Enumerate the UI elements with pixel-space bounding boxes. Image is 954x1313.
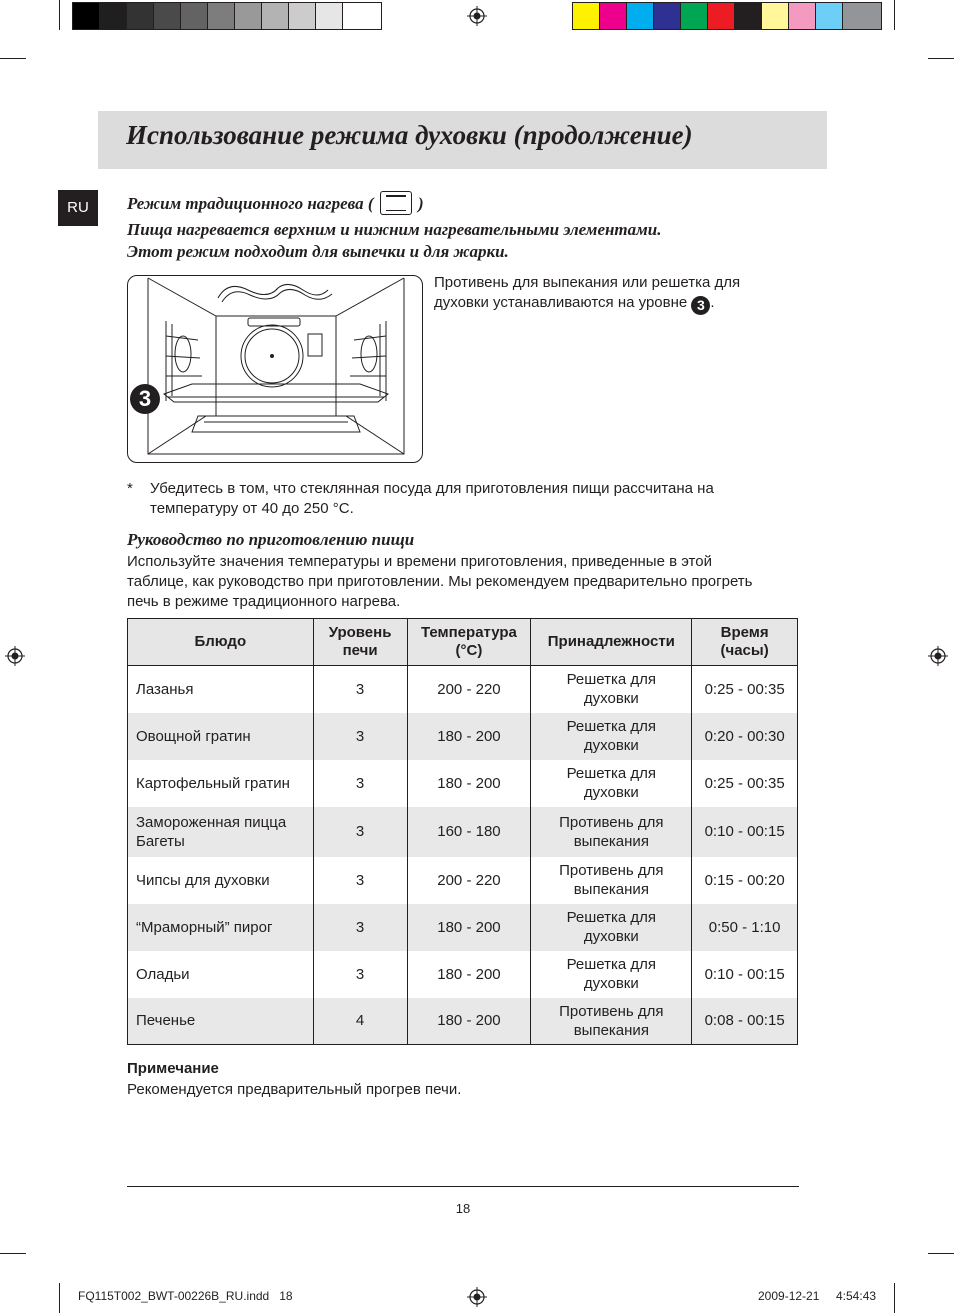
crop-mark xyxy=(0,58,26,59)
temperature-cell: 200 - 220 xyxy=(407,666,531,713)
swatch xyxy=(72,2,100,30)
mode-heading xyxy=(127,191,424,215)
accessory-cell: Решетка для духовки xyxy=(531,951,692,998)
swatch xyxy=(342,2,382,30)
table-row xyxy=(128,760,798,807)
page-number: 18 xyxy=(455,1201,471,1216)
shelf-level-badge-inline: 3 xyxy=(691,296,710,315)
crop-mark xyxy=(59,1283,60,1313)
dish-cell: Оладьи xyxy=(128,951,314,998)
accessory-cell: Решетка для духовки xyxy=(531,904,692,951)
dish-cell: Чипсы для духовки xyxy=(128,857,314,904)
cooking-guide-table xyxy=(127,618,798,1045)
file-info: FQ115T002_BWT-00226B_RU.indd 18 xyxy=(78,1289,293,1303)
table-row xyxy=(128,857,798,904)
crop-mark xyxy=(928,1253,954,1254)
crop-mark xyxy=(928,58,954,59)
shelf-level-badge: 3 xyxy=(130,384,160,414)
footer-rule xyxy=(127,1186,799,1187)
time-cell: 0:15 - 00:20 xyxy=(692,857,798,904)
swatch xyxy=(234,2,262,30)
swatch xyxy=(180,2,208,30)
swatch xyxy=(734,2,762,30)
print-time: 4:54:43 xyxy=(836,1289,877,1303)
mode-description-line: Пища нагревается верхним и нижним нагревательными элементами. xyxy=(127,220,662,239)
accessory-cell: Решетка для духовки xyxy=(531,666,692,713)
swatch xyxy=(707,2,735,30)
dish-cell: Овощной гратин xyxy=(128,713,314,760)
column-header-temperature: Температура (°C) xyxy=(407,619,531,666)
column-header-level: Уровень печи xyxy=(313,619,407,666)
registration-mark-icon xyxy=(928,646,948,666)
time-cell: 0:10 - 00:15 xyxy=(692,951,798,998)
level-cell: 3 xyxy=(313,904,407,951)
time-cell: 0:50 - 1:10 xyxy=(692,904,798,951)
crop-mark xyxy=(894,0,895,30)
figure-caption-line: Противень для выпекания или решетка для xyxy=(434,274,741,291)
level-cell: 3 xyxy=(313,666,407,713)
column-header-time: Время (часы) xyxy=(692,619,798,666)
table-row xyxy=(128,713,798,760)
accessory-cell: Решетка для духовки xyxy=(531,713,692,760)
dish-cell: Замороженная пицца Багеты xyxy=(128,807,314,857)
registration-mark-icon xyxy=(467,1287,487,1307)
temperature-cell: 180 - 200 xyxy=(407,998,531,1045)
level-cell: 3 xyxy=(313,857,407,904)
swatch xyxy=(261,2,289,30)
swatch xyxy=(599,2,627,30)
column-header-accessories: Принадлежности xyxy=(531,619,692,666)
level-cell: 3 xyxy=(313,713,407,760)
guide-intro-line: таблице, как руководство при приготовлении. Мы рекомендуем предварительно прогреть xyxy=(127,573,753,590)
table-row xyxy=(128,666,798,713)
level-cell: 3 xyxy=(313,951,407,998)
asterisk-note xyxy=(150,479,800,519)
asterisk-mark: * xyxy=(127,480,133,497)
swatch xyxy=(653,2,681,30)
note-title: Примечание xyxy=(127,1060,219,1077)
asterisk-note-line: температуру от 40 до 250 °C. xyxy=(150,500,354,517)
swatch xyxy=(153,2,181,30)
time-cell: 0:20 - 00:30 xyxy=(692,713,798,760)
accessory-cell: Противень для выпекания xyxy=(531,998,692,1045)
dish-cell: Лазанья xyxy=(128,666,314,713)
crop-mark xyxy=(894,1283,895,1313)
dish-cell: “Мраморный” пирог xyxy=(128,904,314,951)
swatch xyxy=(126,2,154,30)
time-cell: 0:25 - 00:35 xyxy=(692,666,798,713)
guide-heading: Руководство по приготовлению пищи xyxy=(127,530,415,549)
oven-interior-illustration xyxy=(127,275,423,463)
time-cell: 0:25 - 00:35 xyxy=(692,760,798,807)
dish-cell: Картофельный гратин xyxy=(128,760,314,807)
level-cell: 4 xyxy=(313,998,407,1045)
dish-cell: Печенье xyxy=(128,998,314,1045)
temperature-cell: 180 - 200 xyxy=(407,713,531,760)
table-row xyxy=(128,951,798,998)
swatch xyxy=(572,2,600,30)
temperature-cell: 160 - 180 xyxy=(407,807,531,857)
guide-intro-line: печь в режиме традиционного нагрева. xyxy=(127,593,401,610)
figure-caption xyxy=(434,273,794,315)
time-cell: 0:10 - 00:15 xyxy=(692,807,798,857)
mode-heading-suffix: ) xyxy=(418,194,424,213)
guide-intro-line: Используйте значения температуры и времени приготовления, приведенные в этой xyxy=(127,553,712,570)
time-cell: 0:08 - 00:15 xyxy=(692,998,798,1045)
crop-mark xyxy=(0,1253,26,1254)
swatch xyxy=(842,2,882,30)
guide-intro xyxy=(127,552,807,612)
conventional-heating-icon xyxy=(380,191,412,215)
column-header-dish: Блюдо xyxy=(128,619,314,666)
swatch xyxy=(788,2,816,30)
registration-mark-icon xyxy=(467,6,487,26)
page-title: Использование режима духовки (продолжение) xyxy=(126,120,693,150)
swatch xyxy=(626,2,654,30)
swatch xyxy=(315,2,343,30)
temperature-cell: 180 - 200 xyxy=(407,904,531,951)
temperature-cell: 180 - 200 xyxy=(407,760,531,807)
temperature-cell: 180 - 200 xyxy=(407,951,531,998)
accessory-cell: Противень для выпекания xyxy=(531,807,692,857)
temperature-cell: 200 - 220 xyxy=(407,857,531,904)
print-date: 2009-12-21 xyxy=(758,1289,820,1303)
table-row xyxy=(128,998,798,1045)
table-header-row xyxy=(128,619,798,666)
table-row xyxy=(128,807,798,857)
level-cell: 3 xyxy=(313,760,407,807)
asterisk-note-line: Убедитесь в том, что стеклянная посуда для приготовления пищи рассчитана на xyxy=(150,480,714,497)
accessory-cell: Противень для выпекания xyxy=(531,857,692,904)
swatch xyxy=(288,2,316,30)
table-row xyxy=(128,904,798,951)
language-tab: RU xyxy=(58,190,98,226)
accessory-cell: Решетка для духовки xyxy=(531,760,692,807)
swatch xyxy=(761,2,789,30)
oven-drawing xyxy=(128,276,423,463)
swatch xyxy=(680,2,708,30)
registration-mark-icon xyxy=(5,646,25,666)
level-cell: 3 xyxy=(313,807,407,857)
swatch xyxy=(99,2,127,30)
crop-mark xyxy=(59,0,60,30)
figure-caption-line: духовки устанавливаются на уровне 3 . xyxy=(434,294,715,313)
swatch xyxy=(207,2,235,30)
note-text: Рекомендуется предварительный прогрев печи. xyxy=(127,1081,462,1098)
mode-heading-prefix: Режим традиционного нагрева ( xyxy=(127,194,374,213)
swatch xyxy=(815,2,843,30)
mode-description-line: Этот режим подходит для выпечки и для жарки. xyxy=(127,242,509,261)
